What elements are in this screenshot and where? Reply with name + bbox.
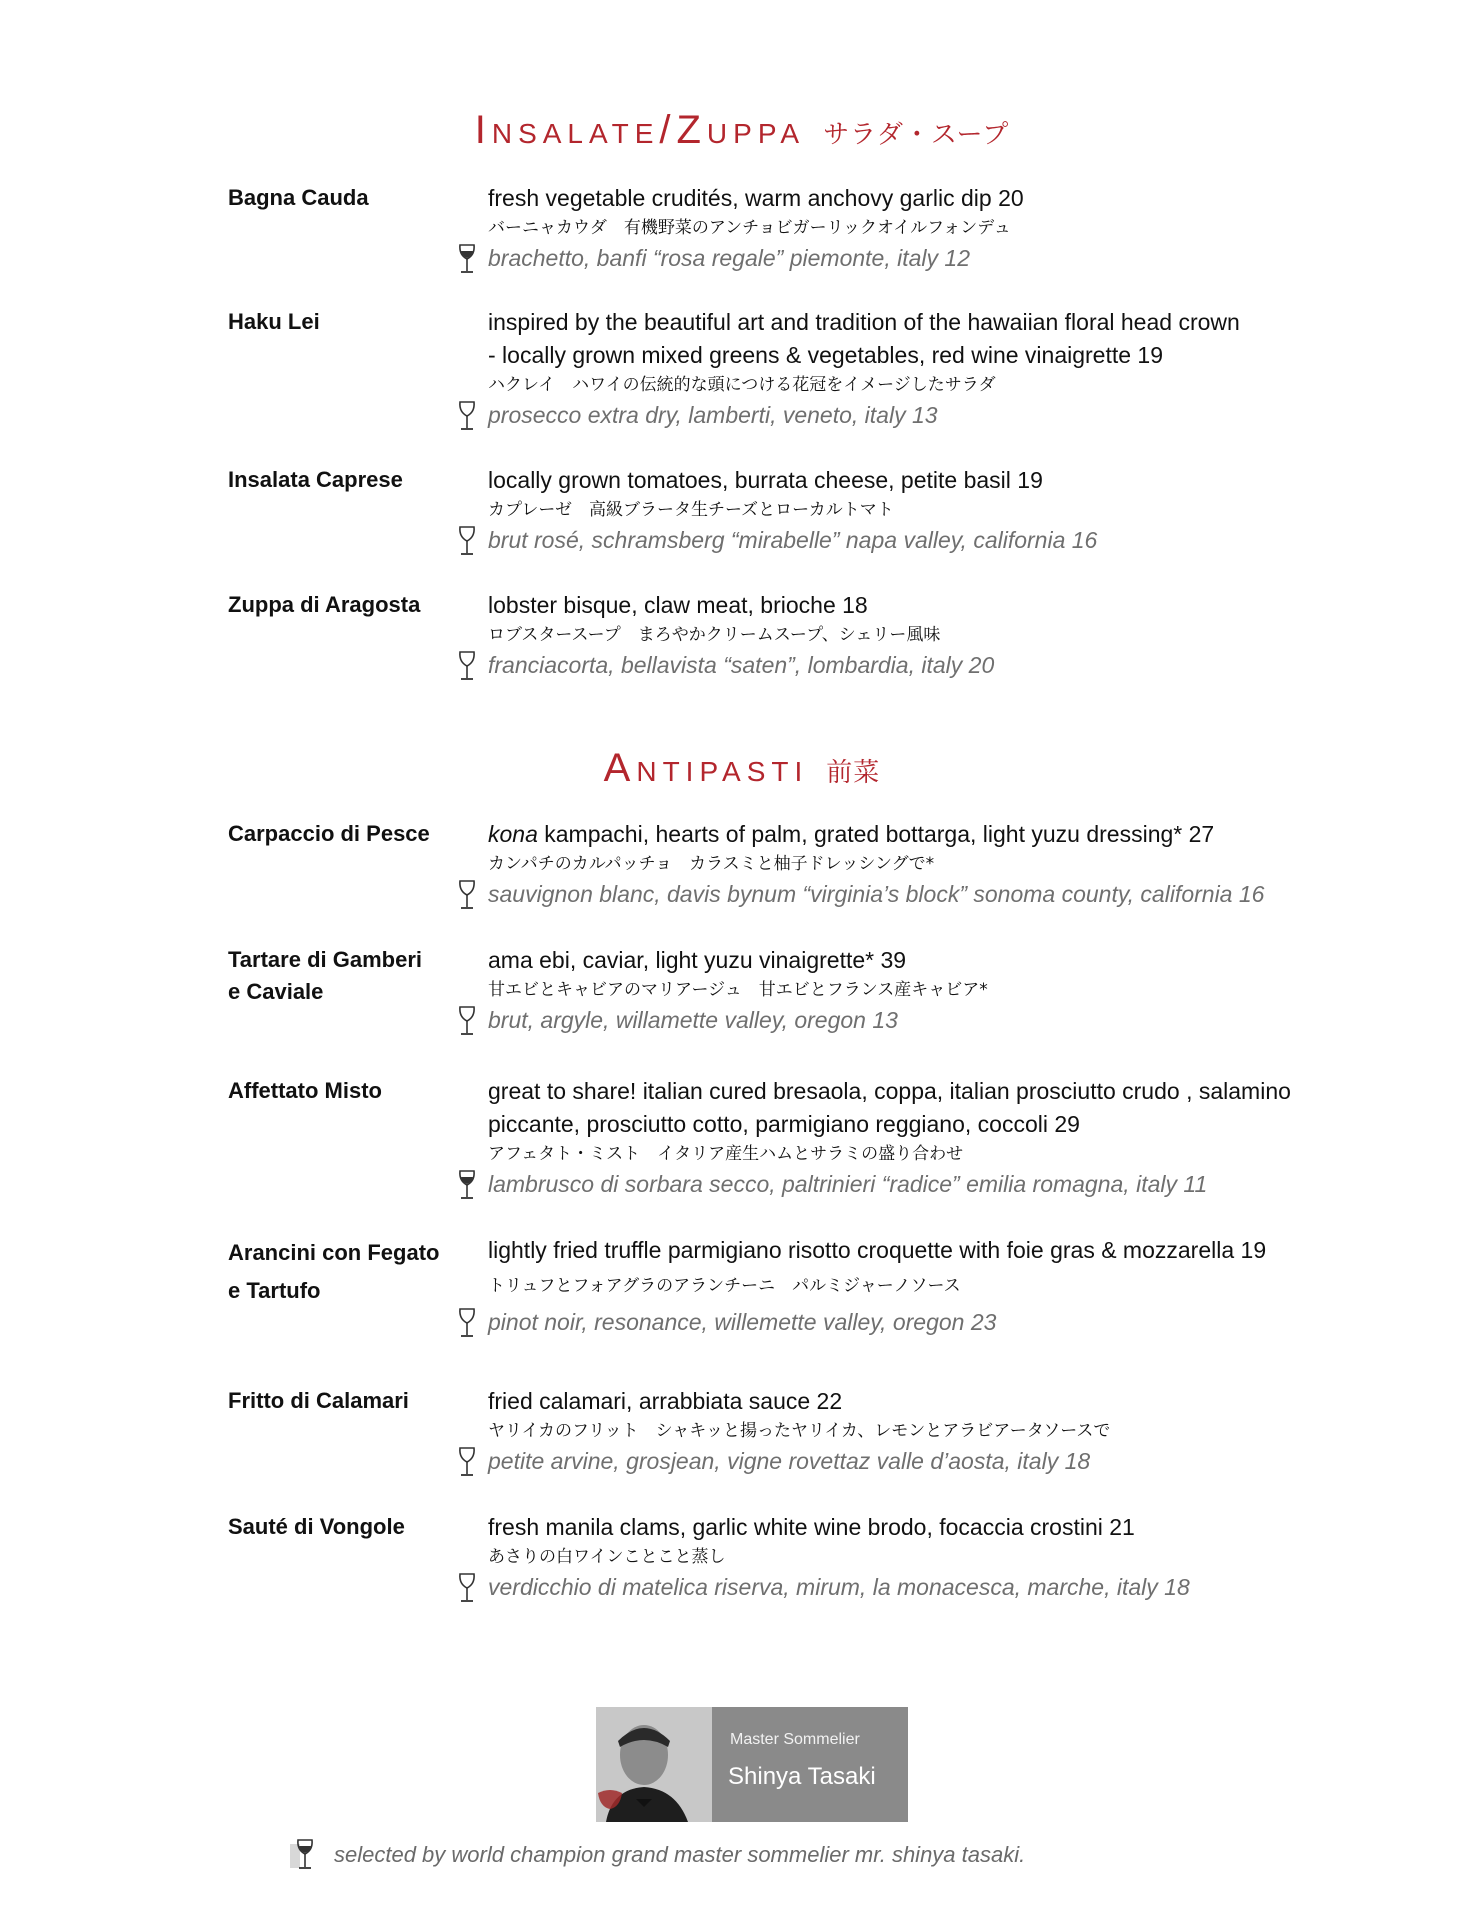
wine-pairing-text: sauvignon blanc, davis bynum “virginia’s block” sonoma county, california 16 <box>488 881 1265 907</box>
item-description: locally grown tomatoes, burrata cheese, petite basil 19 <box>488 467 1043 493</box>
wine-glass-icon <box>454 1572 480 1606</box>
wine-pairing-text: petite arvine, grosjean, vigne rovettaz valle d’aosta, italy 18 <box>488 1448 1091 1474</box>
sommelier-name: Shinya Tasaki <box>728 1763 876 1790</box>
wine-pairing-text: pinot noir, resonance, willemette valley, oregon 23 <box>488 1309 997 1335</box>
item-description-italic: kona <box>488 821 538 847</box>
wine-pairing-text: lambrusco di sorbara secco, paltrinieri “radice” emilia romagna, italy 11 <box>488 1171 1208 1197</box>
wine-glass-icon <box>454 525 480 559</box>
item-description: fried calamari, arrabbiata sauce 22 <box>488 1388 843 1414</box>
item-name: Sauté di Vongole <box>228 1514 405 1539</box>
item-description-jp: ハクレイ ハワイの伝統的な頭につける花冠をイメージしたサラダ <box>488 375 996 395</box>
item-description: lobster bisque, claw meat, brioche 18 <box>488 592 868 618</box>
item-name: Fritto di Calamari <box>228 1388 409 1413</box>
wine-pairing <box>488 877 1388 911</box>
wine-glass-icon <box>454 879 480 913</box>
wine-glass-icon <box>454 650 480 684</box>
section-title-jp: 前菜 <box>826 757 881 787</box>
wine-pairing-text: brut, argyle, willamette valley, oregon 13 <box>488 1007 898 1033</box>
wine-pairing-text: franciacorta, bellavista “saten”, lombardia, italy 20 <box>488 652 995 678</box>
wine-glass-icon <box>454 1446 480 1480</box>
section-title-jp: サラダ・スープ <box>823 119 1010 149</box>
item-description-jp: カプレーゼ 高級ブラータ生チーズとローカルトマト <box>488 500 894 520</box>
wine-glass-icon <box>454 243 480 277</box>
item-name: Arancini con Fegato e Tartufo <box>228 1240 440 1303</box>
section-title-text: Antipasti <box>603 746 809 790</box>
item-description-jp: ヤリイカのフリット シャキッと揚ったヤリイカ、レモンとアラビアータソースで <box>488 1421 1111 1441</box>
sommelier-portrait-image <box>596 1707 712 1822</box>
item-name: Zuppa di Aragosta <box>228 592 421 617</box>
item-description-jp: ロブスタースープ まろやかクリームスープ、シェリー風味 <box>488 625 941 645</box>
wine-pairing <box>488 1167 1388 1201</box>
wine-pairing <box>488 1444 1388 1478</box>
item-description-jp: トリュフとフォアグラのアランチーニ パルミジャーノソース <box>488 1276 961 1296</box>
wine-pairing <box>488 523 1388 557</box>
section-title-antipasti <box>0 746 1484 791</box>
item-description-jp: 甘エビとキャビアのマリアージュ 甘エビとフランス産キャビア* <box>488 980 988 1000</box>
item-description-jp: バーニャカウダ 有機野菜のアンチョビガーリックオイルフォンデュ <box>488 218 1011 238</box>
wine-pairing-text: brachetto, banfi “rosa regale” piemonte, italy 12 <box>488 245 970 271</box>
item-description: lightly fried truffle parmigiano risotto croquette with foie gras & mozzarella 19 <box>488 1237 1267 1263</box>
wine-pairing <box>488 1003 1388 1037</box>
section-title-insalate <box>0 108 1484 153</box>
wine-pairing-text: brut rosé, schramsberg “mirabelle” napa valley, california 16 <box>488 527 1098 553</box>
item-description <box>488 818 1388 851</box>
item-description: ama ebi, caviar, light yuzu vinaigrette* 39 <box>488 947 907 973</box>
item-description: piccante, prosciutto cotto, parmigiano reggiano, coccoli 29 <box>488 1111 1080 1137</box>
wine-glass-icon <box>454 1169 480 1203</box>
wine-pairing <box>488 241 1388 275</box>
footer-note: selected by world champion grand master sommelier mr. shinya tasaki. <box>334 1842 1026 1867</box>
item-description: - locally grown mixed greens & vegetables, red wine vinaigrette 19 <box>488 342 1164 368</box>
item-name: Bagna Cauda <box>228 185 369 210</box>
item-description: fresh vegetable crudités, warm anchovy garlic dip 20 <box>488 185 1024 211</box>
wine-pairing-text: prosecco extra dry, lamberti, veneto, italy 13 <box>488 402 938 428</box>
item-name: Haku Lei <box>228 309 320 334</box>
item-description: great to share! italian cured bresaola, coppa, italian prosciutto crudo , salamino <box>488 1078 1291 1104</box>
wine-pairing <box>488 398 1388 432</box>
item-name: Insalata Caprese <box>228 467 403 492</box>
wine-pairing-text: verdicchio di matelica riserva, mirum, la monacesca, marche, italy 18 <box>488 1574 1190 1600</box>
item-description: fresh manila clams, garlic white wine brodo, focaccia crostini 21 <box>488 1514 1135 1540</box>
wine-glass-icon <box>454 1307 480 1341</box>
item-description-jp: あさりの白ワインことこと蒸し <box>488 1547 726 1567</box>
sommelier-photo <box>596 1707 712 1822</box>
wine-pairing <box>488 1570 1388 1604</box>
item-description: inspired by the beautiful art and tradition of the hawaiian floral head crown <box>488 309 1240 335</box>
item-description-jp: アフェタト・ミスト イタリア産生ハムとサラミの盛り合わせ <box>488 1144 964 1164</box>
item-description-jp: カンパチのカルパッチョ カラスミと柚子ドレッシングで* <box>488 854 935 874</box>
item-description-text: kampachi, hearts of palm, grated bottarga, light yuzu dressing* 27 <box>537 821 1215 847</box>
item-name: Affettato Misto <box>228 1078 382 1103</box>
item-name: Tartare di Gamberi e Caviale <box>228 947 422 1004</box>
sommelier-role: Master Sommelier <box>730 1731 860 1748</box>
wine-pairing <box>488 1305 1388 1339</box>
section-title-text: Insalate/Zuppa <box>474 108 806 152</box>
wine-glass-icon <box>454 1005 480 1039</box>
item-name: Carpaccio di Pesce <box>228 821 430 846</box>
wine-glass-icon <box>290 1838 318 1874</box>
sommelier-card <box>596 1707 908 1822</box>
wine-glass-icon <box>454 400 480 434</box>
wine-pairing <box>488 648 1388 682</box>
